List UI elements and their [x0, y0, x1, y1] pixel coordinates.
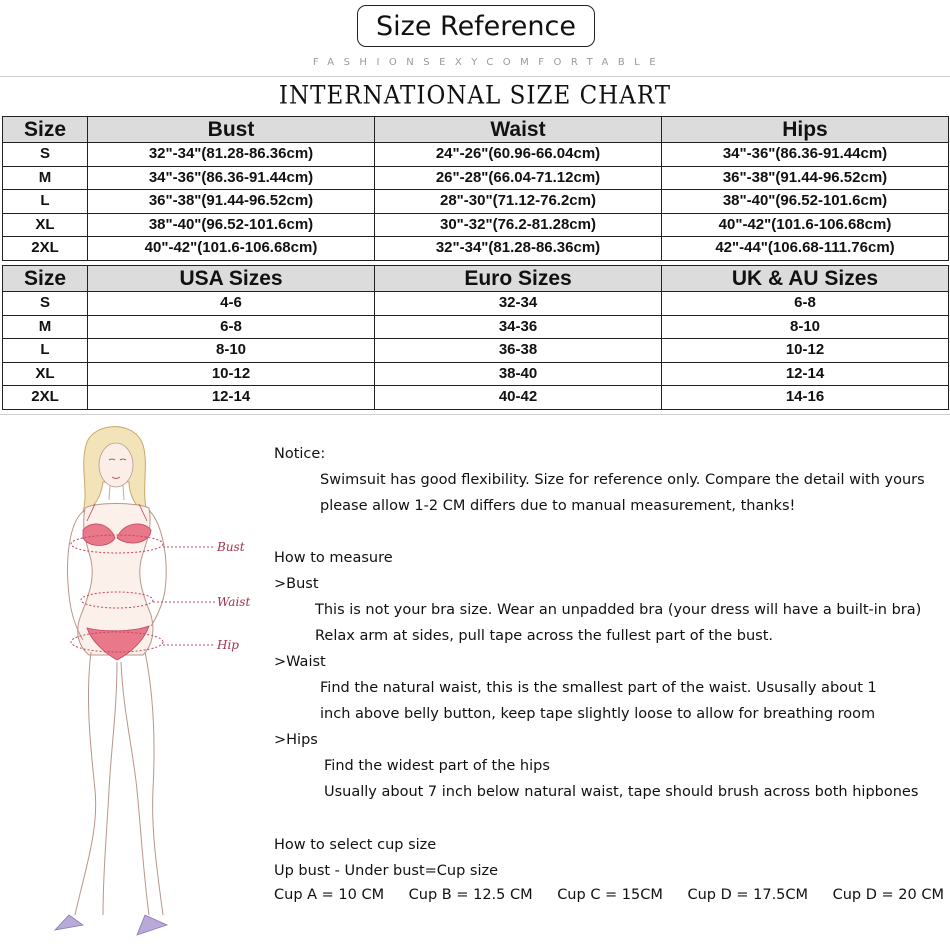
size-cell: M	[3, 315, 88, 339]
value-cell: 12-14	[662, 362, 949, 386]
bust-label: Bust	[217, 540, 245, 554]
table-row	[3, 315, 949, 339]
cup-size-item: Cup D = 17.5CM	[687, 887, 809, 903]
size-cell: 2XL	[3, 386, 88, 410]
value-cell: 36"-38"(91.44-96.52cm)	[88, 190, 375, 214]
body-measurement-illustration	[25, 420, 265, 940]
value-cell: 12-14	[88, 386, 375, 410]
table-row	[3, 386, 949, 410]
waist-line-1: Find the natural waist, this is the smallest part of the waist. Ususally about 1	[320, 680, 877, 696]
cup-size-item: Cup A = 10 CM	[274, 887, 385, 903]
table-row	[3, 339, 949, 363]
table-row	[3, 213, 949, 237]
value-cell: 36-38	[375, 339, 662, 363]
cup-size-heading: How to select cup size	[274, 837, 437, 853]
cup-size-item: Cup B = 12.5 CM	[408, 887, 533, 903]
column-header: Bust	[88, 117, 375, 143]
size-cell: L	[3, 190, 88, 214]
value-cell: 40"-42"(101.6-106.68cm)	[662, 213, 949, 237]
value-cell: 34"-36"(86.36-91.44cm)	[88, 166, 375, 190]
waist-line-2: inch above belly button, keep tape slightly loose to allow for breathing room	[320, 706, 876, 722]
bust-heading: >Bust	[274, 576, 319, 592]
column-header: Euro Sizes	[375, 266, 662, 292]
conversion-header-row	[3, 266, 949, 292]
value-cell: 32-34	[375, 292, 662, 316]
value-cell: 30"-32"(76.2-81.28cm)	[375, 213, 662, 237]
hips-line-2: Usually about 7 inch below natural waist, tape should brush across both hipbones	[324, 784, 919, 800]
value-cell: 38-40	[375, 362, 662, 386]
value-cell: 36"-38"(91.44-96.52cm)	[662, 166, 949, 190]
value-cell: 10-12	[662, 339, 949, 363]
value-cell: 4-6	[88, 292, 375, 316]
value-cell: 34-36	[375, 315, 662, 339]
cup-size-list	[274, 887, 944, 903]
value-cell: 32"-34"(81.28-86.36cm)	[375, 237, 662, 261]
hips-line-1: Find the widest part of the hips	[324, 758, 550, 774]
chart-title: INTERNATIONAL SIZE CHART	[278, 81, 672, 110]
table-row	[3, 143, 949, 167]
bust-line-2: Relax arm at sides, pull tape across the fullest part of the bust.	[315, 628, 773, 644]
size-cell: XL	[3, 213, 88, 237]
value-cell: 42"-44"(106.68-111.76cm)	[662, 237, 949, 261]
column-header: Waist	[375, 117, 662, 143]
size-cell: M	[3, 166, 88, 190]
value-cell: 10-12	[88, 362, 375, 386]
value-cell: 34"-36"(86.36-91.44cm)	[662, 143, 949, 167]
table-row	[3, 166, 949, 190]
value-cell: 6-8	[662, 292, 949, 316]
value-cell: 8-10	[662, 315, 949, 339]
notice-heading: Notice:	[274, 446, 326, 462]
size-reference-title: Size Reference	[357, 5, 595, 47]
column-header: Size	[3, 266, 88, 292]
table-row	[3, 190, 949, 214]
table-row	[3, 362, 949, 386]
value-cell: 6-8	[88, 315, 375, 339]
table-row	[3, 292, 949, 316]
brand-tagline: FASHIONSEXYCOMFORTABLE	[312, 57, 666, 68]
size-cell: XL	[3, 362, 88, 386]
column-header: UK & AU Sizes	[662, 266, 949, 292]
column-header: USA Sizes	[88, 266, 375, 292]
size-cell: S	[3, 143, 88, 167]
cup-size-item: Cup C = 15CM	[557, 887, 663, 903]
hip-label: Hip	[217, 638, 239, 652]
size-cell: L	[3, 339, 88, 363]
size-conversion-table	[2, 265, 949, 410]
value-cell: 14-16	[662, 386, 949, 410]
value-cell: 28"-30"(71.12-76.2cm)	[375, 190, 662, 214]
column-header: Size	[3, 117, 88, 143]
hips-heading: >Hips	[274, 732, 318, 748]
cup-size-formula: Up bust - Under bust=Cup size	[274, 863, 499, 879]
notice-line-2: please allow 1-2 CM differs due to manual measurement, thanks!	[320, 498, 796, 514]
table-row	[3, 237, 949, 261]
value-cell: 32"-34"(81.28-86.36cm)	[88, 143, 375, 167]
size-cell: S	[3, 292, 88, 316]
waist-heading: >Waist	[274, 654, 326, 670]
bust-line-1: This is not your bra size. Wear an unpadded bra (your dress will have a built-in bra)	[315, 602, 922, 618]
notice-line-1: Swimsuit has good flexibility. Size for reference only. Compare the detail with yours	[320, 472, 925, 488]
value-cell: 38"-40"(96.52-101.6cm)	[88, 213, 375, 237]
value-cell: 38"-40"(96.52-101.6cm)	[662, 190, 949, 214]
value-cell: 40-42	[375, 386, 662, 410]
measurements-header-row	[3, 117, 949, 143]
waist-label: Waist	[217, 595, 251, 609]
how-to-measure-heading: How to measure	[274, 550, 393, 566]
cup-size-item: Cup D = 20 CM	[832, 887, 944, 903]
size-cell: 2XL	[3, 237, 88, 261]
value-cell: 40"-42"(101.6-106.68cm)	[88, 237, 375, 261]
fashion-figure-drawing	[25, 420, 265, 940]
value-cell: 8-10	[88, 339, 375, 363]
value-cell: 24"-26"(60.96-66.04cm)	[375, 143, 662, 167]
measurements-table	[2, 116, 949, 261]
value-cell: 26"-28"(66.04-71.12cm)	[375, 166, 662, 190]
column-header: Hips	[662, 117, 949, 143]
